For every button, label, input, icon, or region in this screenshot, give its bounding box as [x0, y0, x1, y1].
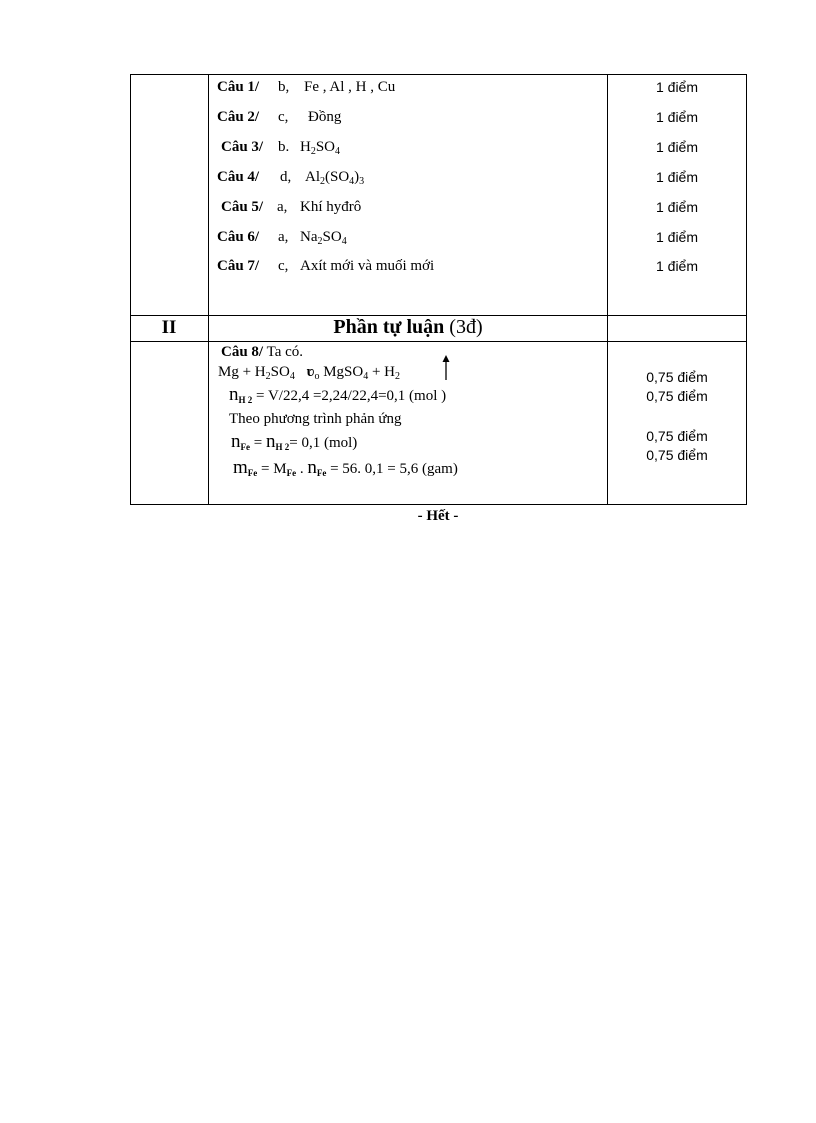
q8-intro-line: Câu 8/ Ta có. — [221, 344, 304, 360]
answer-text: Khí hyđrô — [300, 199, 362, 215]
q8-reaction-note: Theo phương trình phản ứng — [229, 411, 402, 427]
question-label: Câu 3/ — [221, 139, 264, 155]
answer-option: a, — [278, 229, 289, 245]
table-border-left — [130, 74, 131, 505]
question-label: Câu 5/ — [221, 199, 264, 215]
answer-formula: $Na_2SO_4$ — [300, 229, 347, 247]
answer-formula: $H_2SO_4$ — [300, 139, 341, 157]
q8-hydrogen-moles: $n_{H 2} = V/22,4 =2,24/22,4=0,1$ (mol ) — [229, 384, 447, 405]
table-divider-col1 — [208, 74, 209, 505]
answer-option: c, — [278, 258, 289, 274]
answer-score: 1 điểm — [655, 199, 699, 215]
question-label: Câu 7/ — [217, 258, 260, 274]
answer-score: 1 điểm — [655, 169, 699, 185]
answer-score: 1 điểm — [655, 229, 699, 245]
table-row-line-2 — [130, 341, 747, 342]
answer-score: 1 điểm — [655, 139, 699, 155]
answer-text: Đồng — [308, 109, 342, 125]
table-border-bottom — [130, 504, 747, 505]
reaction-arrow-glyph: ʋ — [306, 364, 315, 380]
question-label: Câu 4/ — [217, 169, 260, 185]
table-border-top — [130, 74, 747, 75]
q8-iron-moles: $n_{Fe} = n_{H 2}= 0,1$ (mol) — [231, 431, 358, 452]
question-label: Câu 2/ — [217, 109, 260, 125]
answer-score: 1 điểm — [655, 109, 699, 125]
q8-score: 0,75 điểm — [646, 369, 708, 385]
answer-score: 1 điểm — [655, 258, 699, 274]
q8-score: 0,75 điểm — [646, 428, 708, 444]
question-label: Câu 1/ — [217, 79, 260, 95]
answer-option: b. — [278, 139, 290, 155]
answer-option: a, — [277, 199, 288, 215]
answer-option: c, — [278, 109, 289, 125]
q8-score: 0,75 điểm — [646, 447, 708, 463]
answer-score: 1 điểm — [655, 79, 699, 95]
answer-formula: $Al_2(SO_4)_3$ — [305, 169, 365, 187]
gas-arrow-icon — [441, 355, 451, 381]
table-border-right — [746, 74, 747, 505]
question-label: Câu 6/ — [217, 229, 260, 245]
q8-iron-mass: $m_{Fe} = M_{Fe}$ . $n_{Fe} = 56$. 0,1 = 5,6 (gam) — [233, 457, 458, 478]
section-number: II — [161, 317, 177, 338]
document-end-marker: - Hết - — [417, 508, 459, 524]
answer-option: d, — [280, 169, 292, 185]
answer-option: b, — [278, 79, 290, 95]
answer-text: Axít mới và muối mới — [300, 258, 435, 274]
q8-score: 0,75 điểm — [646, 388, 708, 404]
section-title: Phần tự luận (3đ) — [333, 316, 483, 338]
answer-text: Fe , Al , H , Cu — [304, 79, 396, 95]
q8-reaction-equation: $Mg + H_2SO_4$ ʋ$_o$ MgSO$_4$ + $H_2$ — [218, 364, 400, 382]
